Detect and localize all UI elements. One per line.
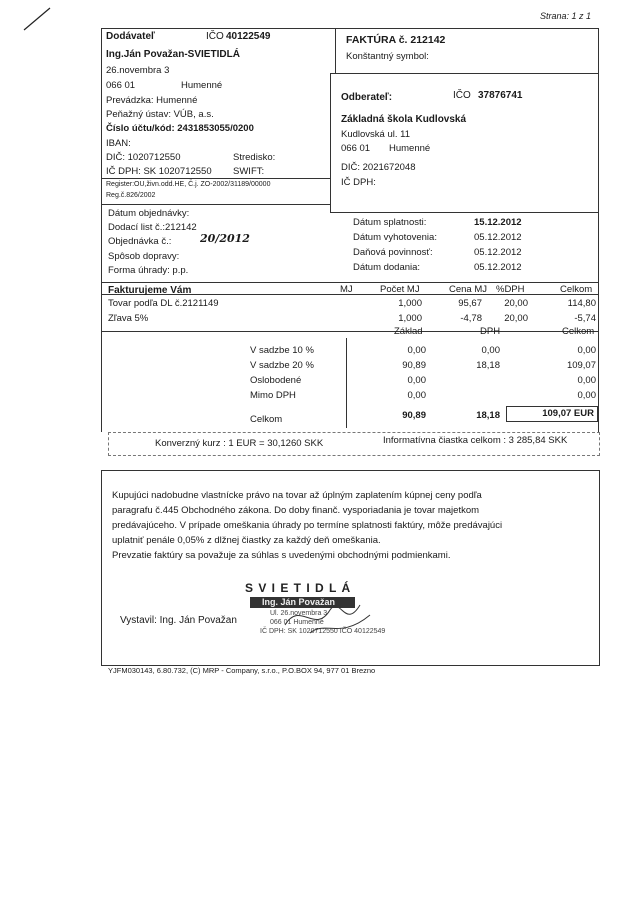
total-zaklad: 90,89 bbox=[402, 410, 426, 421]
col-celkom: Celkom bbox=[560, 284, 593, 295]
frame-top bbox=[101, 28, 599, 29]
vat-celkom: 109,07 bbox=[566, 360, 596, 371]
frame-mid-bottom bbox=[330, 73, 331, 213]
customer-city: Humenné bbox=[389, 143, 431, 154]
payment-form: Forma úhrady: p.p. bbox=[108, 265, 189, 276]
vat-zaklad: 0,00 bbox=[407, 375, 426, 386]
stamp-name: Ing. Ján Považan bbox=[262, 597, 336, 607]
supplier-city: Humenné bbox=[181, 80, 223, 91]
item-cena: -4,78 bbox=[460, 313, 482, 324]
transport-method: Spôsob dopravy: bbox=[108, 251, 180, 262]
supplier-stredisko: Stredisko: bbox=[233, 152, 276, 163]
stamp-addr-2: 066 01 Humenné bbox=[270, 619, 324, 626]
item-pocet: 1,000 bbox=[398, 298, 422, 309]
customer-name: Základná škola Kudlovská bbox=[341, 114, 467, 125]
stamp-ids: IČ DPH: SK 1020712550 IČO 40122549 bbox=[260, 628, 386, 635]
customer-zip: 066 01 bbox=[341, 143, 371, 154]
summary-divider bbox=[346, 338, 347, 428]
supplier-register-2: Reg.č.826/2002 bbox=[106, 192, 156, 199]
items-title: Fakturujeme Vám bbox=[108, 285, 192, 296]
items-left bbox=[101, 282, 102, 432]
supplier-name: Ing.Ján Považan-SVIETIDLÁ bbox=[106, 49, 240, 60]
footer-text: YJFM030143, 6.80.732, (C) MRP - Company, s.r.o., P.O.BOX 94, 977 01 Brezno bbox=[108, 666, 376, 675]
stamp-brand: S V I E T I D L Á bbox=[245, 581, 352, 595]
issued-by: Vystavil: Ing. Ján Považan bbox=[120, 615, 237, 626]
supplier-register-line bbox=[101, 178, 331, 179]
date-value: 05.12.2012 bbox=[474, 232, 522, 243]
item-dph: 20,00 bbox=[504, 313, 528, 324]
terms-line: paragrafu č.445 Obchodného zákona. Do doby finanč. vysporiadania je tovar majetkom bbox=[112, 505, 480, 516]
sum-col-dph: DPH bbox=[480, 326, 501, 337]
conversion-rate: Konverzný kurz : 1 EUR = 30,1260 SKK bbox=[155, 438, 324, 449]
vat-zaklad: 0,00 bbox=[407, 390, 426, 401]
total-celkom: 109,07 EUR bbox=[542, 408, 594, 419]
date-label: Daňová povinnosť: bbox=[353, 247, 433, 258]
sum-col-celkom: Celkom bbox=[562, 326, 595, 337]
terms-line: uplatniť penále 0,05% z dlžnej čiastky za každý deň omeškania. bbox=[112, 535, 381, 546]
supplier-iban: IBAN: bbox=[106, 138, 131, 149]
items-header-top bbox=[101, 282, 599, 283]
item-name: Zľava 5% bbox=[108, 313, 149, 324]
customer-box-bottom bbox=[330, 212, 599, 213]
customer-ico-label: IČO bbox=[453, 90, 471, 101]
vat-dph: 0,00 bbox=[481, 345, 500, 356]
customer-street: Kudlovská ul. 11 bbox=[341, 129, 411, 140]
total-dph: 18,18 bbox=[476, 410, 500, 421]
order-number-label: Objednávka č.: bbox=[108, 236, 172, 247]
vat-zaklad: 90,89 bbox=[402, 360, 426, 371]
item-name: Tovar podľa DL č.2121149 bbox=[108, 298, 219, 309]
date-label: Dátum splatnosti: bbox=[353, 217, 427, 228]
invoice-title: FAKTÚRA č. 212142 bbox=[346, 34, 446, 46]
conversion-info: Informatívna čiastka celkom : 3 285,84 SKK bbox=[383, 435, 568, 446]
supplier-dic: DIČ: 1020712550 bbox=[106, 152, 181, 163]
supplier-ico-label: IČO bbox=[206, 31, 224, 42]
col-cena: Cena MJ bbox=[449, 284, 488, 295]
supplier-ico: 40122549 bbox=[226, 31, 271, 42]
vat-dph: 18,18 bbox=[476, 360, 500, 371]
customer-label: Odberateľ: bbox=[341, 92, 393, 103]
pen-stroke-mark bbox=[22, 6, 62, 36]
order-date-label: Dátum objednávky: bbox=[108, 208, 190, 219]
constant-symbol: Konštantný symbol: bbox=[346, 51, 429, 62]
delivery-note: Dodací list č.:212142 bbox=[108, 222, 197, 233]
frame-left bbox=[101, 28, 102, 282]
customer-icdph: IČ DPH: bbox=[341, 177, 376, 188]
vat-rate-label: V sadzbe 10 % bbox=[250, 345, 314, 356]
supplier-bank: Peňažný ústav: VÚB, a.s. bbox=[106, 109, 214, 120]
vat-celkom: 0,00 bbox=[577, 375, 596, 386]
supplier-box-bottom bbox=[101, 204, 331, 205]
signature-mark bbox=[280, 595, 380, 645]
customer-ico: 37876741 bbox=[478, 90, 523, 101]
supplier-swift: SWIFT: bbox=[233, 166, 265, 177]
terms-line: Prevzatie faktúry sa považuje za súhlas s uvedenými obchodnými podmienkami. bbox=[112, 550, 451, 561]
date-label: Dátum dodania: bbox=[353, 262, 421, 273]
col-mj: MJ bbox=[340, 284, 353, 295]
item-pocet: 1,000 bbox=[398, 313, 422, 324]
date-label: Dátum vyhotovenia: bbox=[353, 232, 437, 243]
stamp-addr-1: Ul. 26.novembra 3 bbox=[270, 610, 328, 617]
frame-mid-top bbox=[335, 28, 336, 73]
item-celkom: 114,80 bbox=[567, 298, 596, 309]
total-label: Celkom bbox=[250, 414, 283, 425]
customer-box-top bbox=[330, 73, 599, 74]
supplier-street: 26.novembra 3 bbox=[106, 65, 170, 76]
item-dph: 20,00 bbox=[504, 298, 528, 309]
vat-rate-label: V sadzbe 20 % bbox=[250, 360, 314, 371]
vat-rate-label: Oslobodené bbox=[250, 375, 302, 386]
items-right bbox=[598, 282, 599, 432]
customer-dic: DIČ: 2021672048 bbox=[341, 162, 416, 173]
vat-celkom: 0,00 bbox=[577, 345, 596, 356]
item-celkom: -5,74 bbox=[574, 313, 596, 324]
terms-line: predávajúceho. V prípade omeškania úhrady po termíne splatnosti faktúry, môže predávajúci bbox=[112, 520, 503, 531]
frame-right bbox=[598, 28, 599, 282]
item-cena: 95,67 bbox=[458, 298, 482, 309]
date-value: 15.12.2012 bbox=[474, 217, 522, 228]
date-value: 05.12.2012 bbox=[474, 247, 522, 258]
supplier-zip: 066 01 bbox=[106, 80, 136, 91]
supplier-branch: Prevádzka: Humenné bbox=[106, 95, 198, 106]
sum-col-zaklad: Základ bbox=[394, 326, 423, 337]
items-bottom bbox=[101, 331, 599, 332]
vat-zaklad: 0,00 bbox=[407, 345, 426, 356]
col-pocet: Počet MJ bbox=[380, 284, 420, 295]
page-number: Strana: 1 z 1 bbox=[540, 11, 592, 21]
order-number-handwritten: 20/2012 bbox=[200, 232, 250, 245]
col-dph: %DPH bbox=[496, 284, 525, 295]
supplier-account: Číslo účtu/kód: 2431853055/0200 bbox=[106, 123, 254, 134]
vat-rate-label: Mimo DPH bbox=[250, 390, 296, 401]
supplier-register-1: Register:OU,živn.odd.HE, Č.j. ZO-2002/31189/00000 bbox=[106, 181, 271, 188]
terms-line: Kupujúci nadobudne vlastnícke právo na tovar až úplným zaplatením kúpnej ceny podľa bbox=[112, 490, 482, 501]
supplier-label: Dodávateľ bbox=[106, 31, 155, 42]
vat-celkom: 0,00 bbox=[577, 390, 596, 401]
supplier-icdph: IČ DPH: SK 1020712550 bbox=[106, 166, 212, 177]
date-value: 05.12.2012 bbox=[474, 262, 522, 273]
